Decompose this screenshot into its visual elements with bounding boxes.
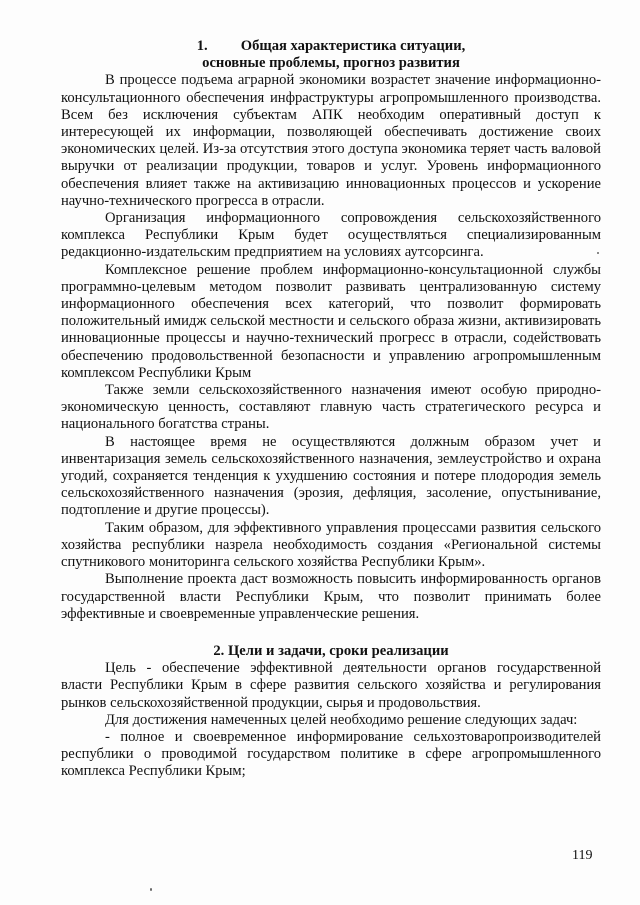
section-2-paragraph: Для достижения намеченных целей необходимо решение следующих задач: (105, 711, 578, 728)
scan-speck (150, 888, 152, 891)
section-1-paragraph: В настоящее время не осуществляются должным образом учет и инвентаризация земель сельскохозяйственного назначения, землеустройство и охрана угодий, сохраняется тенденция к ухудшению состояния и потере плодородия земель сельскохозяйственного назначения (эрозия, дефляция, засоление, опустынивание, подтопление и другие процессы). (61, 433, 601, 519)
section-1-paragraph: В процессе подъема аграрной экономики возрастет значение информационно-консультационного обеспечения инфраструктуры агропромышленного производства. Всем без исключения субъектам АПК необходим оперативный доступ к интересующей их информации, позволяющей обеспечивать достижение своих экономических целей. Из-за отсутствия этого доступа экономика теряет часть валовой выручки от реализации продукции, товаров и услуг. Уровень информационного обеспечения влияет также на активизацию инновационных процессов и ускорение научно-технического прогресса в отрасли. (61, 72, 601, 209)
section-1-paragraph: Комплексное решение проблем информационно-консультационной службы программно-целевым методом позволит развивать централизованную систему информационного обеспечения всех категорий, что позволит формировать положительный имидж сельской местности и сельского образа жизни, активизировать инновационные процессы и научно-технический прогресс в отрасли, содействовать обеспечению продовольственной безопасности и управлению агропромышленным комплексом Республики Крым (61, 261, 601, 381)
section-1-paragraph: Выполнение проекта даст возможность повысить информированность органов государственной власти Республики Крым, что позволит принимать более эффективные и своевременные управленческие решения. (61, 571, 601, 622)
section-1-heading (61, 38, 601, 72)
section-1-title-line-1 (61, 38, 601, 55)
section-1-title-text: Общая характеристика ситуации, (240, 38, 466, 54)
section-1-paragraph: Таким образом, для эффективного управления процессами развития сельского хозяйства республики назрела необходимость создания «Региональной системы спутникового мониторинга сельского хозяйства Республики Крым». (61, 519, 601, 571)
section-2-paragraph: - полное и своевременное информирование сельхозтоваропроизводителей республики о проводимой государством политике в сфере агропромышленного комплекса Республики Крым; (61, 728, 601, 780)
section-2-heading: 2. Цели и задачи, сроки реализации (213, 642, 449, 659)
page-number: 119 (572, 848, 593, 863)
section-1-number: 1. (196, 38, 208, 54)
section-1-paragraph: Организация информационного сопровождения сельскохозяйственного комплекса Республики Крым будет осуществляться специализированным редакционно-издательским предприятием на условиях аутсорсинга. (61, 210, 601, 261)
section-2-paragraph: Цель - обеспечение эффективной деятельности органов государственной власти Республики Крым в сфере развития сельского хозяйства и регулирования рынков сельскохозяйственной продукции, сырья и продовольствия. (61, 660, 601, 711)
section-1-title-line-2: основные проблемы, прогноз развития (202, 55, 460, 72)
section-1-paragraph: Также земли сельскохозяйственного назначения имеют особую природно-экономическую ценность, составляют главную часть стратегического ресурса и национального богатства страны. (61, 382, 601, 433)
document-body (61, 38, 601, 781)
scan-speck (597, 252, 599, 254)
